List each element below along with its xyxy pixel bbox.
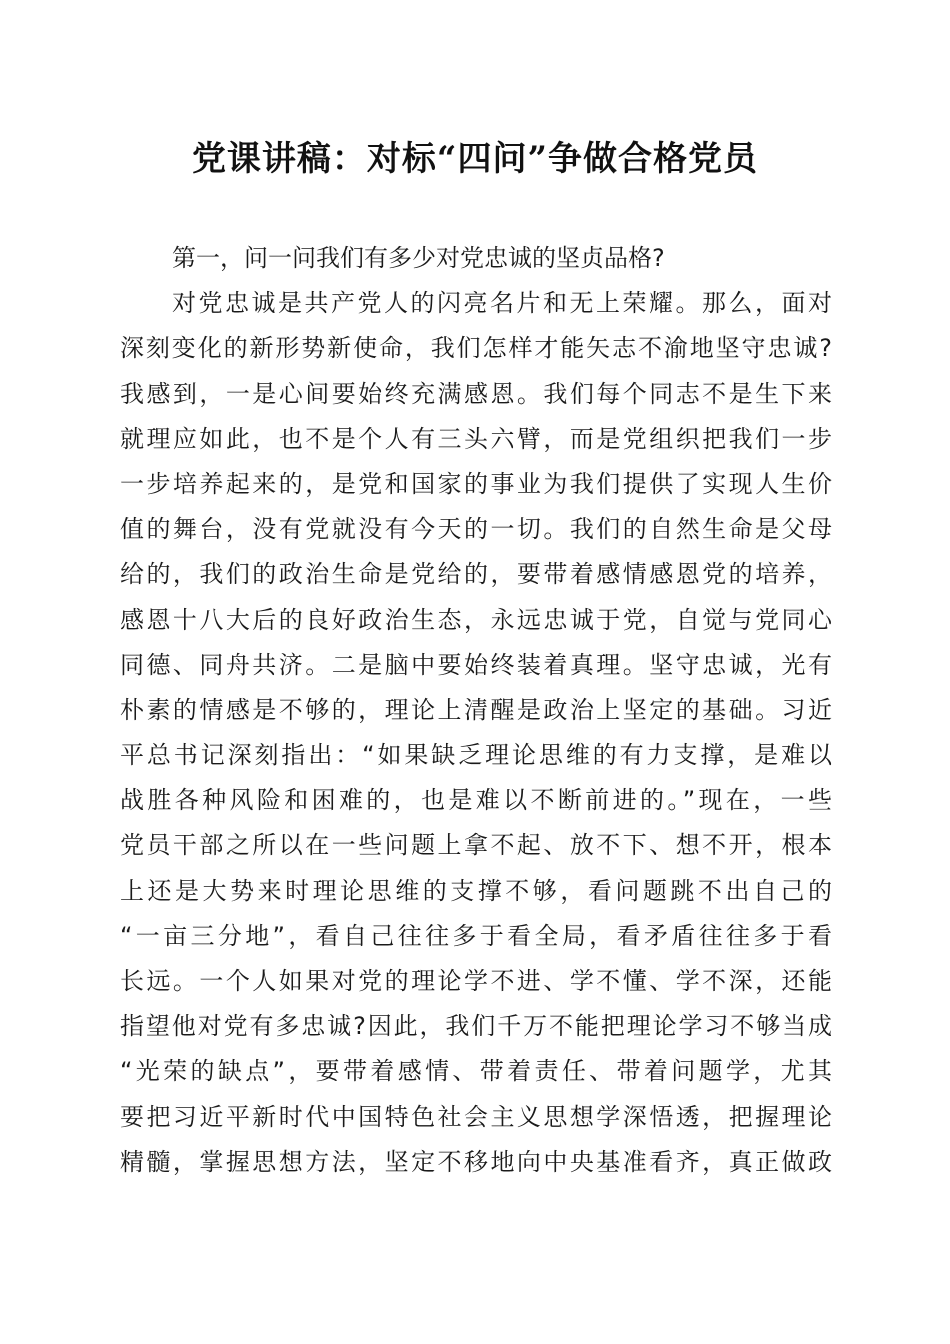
paragraph-line: 同德、同舟共济。二是脑中要始终装着真理。坚守忠诚，光有 xyxy=(120,650,832,679)
paragraph-line: 要把习近平新时代中国特色社会主义思想学深悟透，把握理论 xyxy=(120,1102,832,1131)
paragraph-line: 党员干部之所以在一些问题上拿不起、放不下、想不开，根本 xyxy=(120,831,832,860)
paragraph-line: 平总书记深刻指出：“如果缺乏理论思维的有力支撑，是难以 xyxy=(120,741,832,770)
paragraph-line: 我感到，一是心间要始终充满感恩。我们每个同志不是生下来 xyxy=(120,379,832,408)
paragraph-line: 长远。一个人如果对党的理论学不进、学不懂、学不深，还能 xyxy=(120,967,832,995)
document-body xyxy=(120,236,832,1185)
section-heading: 第一，问一问我们有多少对党忠诚的坚贞品格? xyxy=(172,244,665,272)
paragraph-line: 指望他对党有多忠诚?因此，我们千万不能把理论学习不够当成 xyxy=(120,1012,832,1041)
paragraph-line: 给的，我们的政治生命是党给的，要带着感情感恩党的培养， xyxy=(120,560,832,589)
paragraph-line: “光荣的缺点”，要带着感情、带着责任、带着问题学，尤其 xyxy=(120,1057,832,1086)
paragraph-line: 深刻变化的新形势新使命，我们怎样才能矢志不渝地坚守忠诚? xyxy=(120,334,832,363)
document-title: 党课讲稿：对标“四问”争做合格党员 xyxy=(191,139,759,179)
paragraph-line: 感恩十八大后的良好政治生态，永远忠诚于党，自觉与党同心 xyxy=(120,605,832,634)
paragraph-line: 朴素的情感是不够的，理论上清醒是政治上坚定的基础。习近 xyxy=(120,695,832,724)
paragraph-line: 战胜各种风险和困难的，也是难以不断前进的。”现在，一些 xyxy=(120,786,832,815)
paragraph-line: 值的舞台，没有党就没有今天的一切。我们的自然生命是父母 xyxy=(120,515,832,544)
paragraph-line: 上还是大势来时理论思维的支撑不够，看问题跳不出自己的 xyxy=(120,876,832,905)
paragraph-line: 对党忠诚是共产党人的闪亮名片和无上荣耀。那么，面对 xyxy=(172,289,832,318)
paragraph-line: 精髓，掌握思想方法，坚定不移地向中央基准看齐，真正做政 xyxy=(120,1147,832,1176)
paragraph-line: “一亩三分地”，看自己往往多于看全局，看矛盾往往多于看 xyxy=(120,921,832,950)
paragraph-line: 一步培养起来的，是党和国家的事业为我们提供了实现人生价 xyxy=(120,469,832,498)
paragraph-line: 就理应如此，也不是个人有三头六臂，而是党组织把我们一步 xyxy=(120,424,832,453)
